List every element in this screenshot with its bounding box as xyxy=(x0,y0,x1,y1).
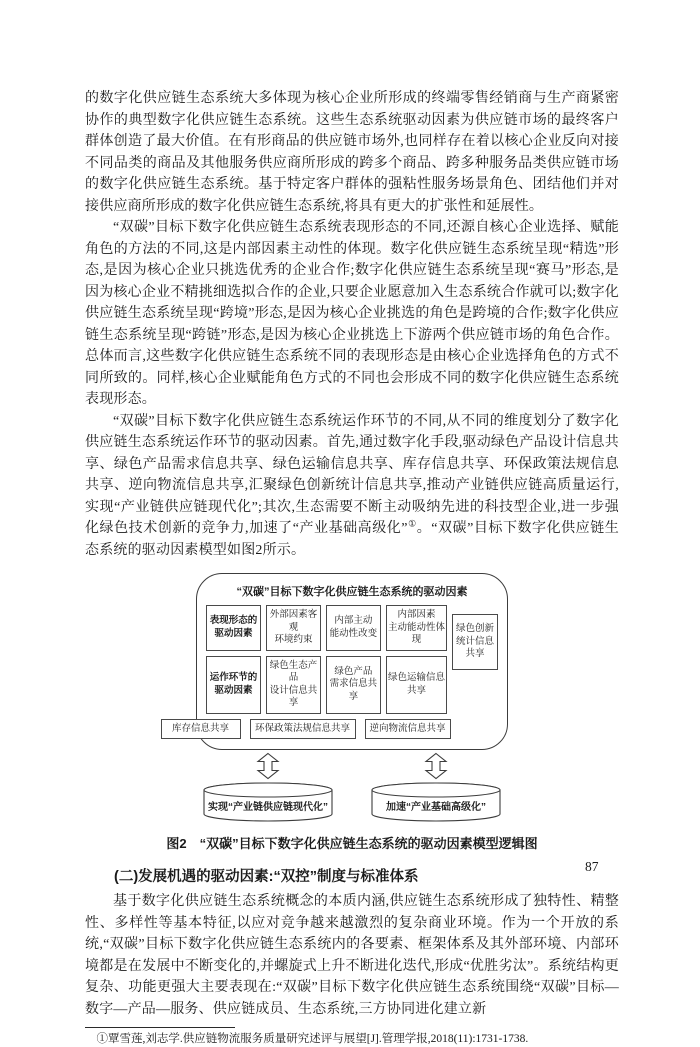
figure-row-2 xyxy=(206,656,447,714)
figure-grid xyxy=(171,605,498,739)
paragraph-4: 基于数字化供应链生态系统概念的本质内涵,供应链生态系统形成了独特性、精整性、多样性等基本特征,以应对竞争越来越激烈的复杂商业环境。作为一个开放的系统,“双碳”目标下数字化供应链生态系统内的各要素、框架体系及其外部环境、内部环境都是在发展中不断变化的,并螺旋式上升不断进化迭代,形成“优胜劣汰”。系统结构更复杂、功能更强大主要表现在:“双碳”目标下数字化供应链生态系统围绕“双碳”目标—数字—产品—服务、供应链成员、生态系统,三方协同进化建立新 xyxy=(85,894,619,1017)
box-line: 统计信息 xyxy=(455,635,494,647)
box-form-driving-factors xyxy=(206,605,261,651)
paragraph-1: 的数字化供应链生态系统大多体现为核心企业所形成的终端零售经销商与生产商紧密协作的典型数字化供应链生态系统。这些生态系统驱动因素为供应链市场的最终客户群体创造了最大价值。在有形商品的供应链市场外,也同样存在着以核心企业反向对接不同品类的商品及其他服务供应商所形成的跨多个商品、跨多种服务品类供应链市场的数字化供应链生态系统。基于特定客户群体的强粘性服务场景角色、团结他们并对接供应商所形成的数字化供应链生态系统,将具有更大的扩张性和延展性。 xyxy=(85,91,619,214)
paragraph-2: “双碳”目标下数字化供应链生态系统表现形态的不同,还源自核心企业选择、赋能角色的方法的不同,这是内部因素主动性的体现。数字化供应链生态系统呈现“精选”形态,是因为核心企业只挑选优秀的企业合作;数字化供应链生态系统呈现“赛马”形态,是因为核心企业不精挑细选拟合作的企业,只要企业愿意加入生态系统合作就可以;数字化供应链生态系统呈现“跨境”形态,是因为核心企业挑选的角色是跨境的合作;数字化供应链生态系统呈现“跨链”形态,是因为核心企业挑选上下游两个供应链市场的角色合作。总体而言,这些数字化供应链生态系统不同的表现形态是由核心企业选择角色的方式不同所致的。同样,核心企业赋能角色方式的不同也会形成不同的数字化供应链生态系统表现形态。 xyxy=(85,220,619,407)
box-line: 绿色创新 xyxy=(455,623,494,635)
box-line: 内部主动 xyxy=(334,615,373,627)
box-line: 能动性改变 xyxy=(329,627,378,639)
page-number: 87 xyxy=(585,859,599,874)
box-line: 设计信息共享 xyxy=(269,684,318,708)
figure-row-3 xyxy=(171,719,446,740)
box-line: 共享 xyxy=(465,648,485,660)
box-line: 主动能动性体现 xyxy=(387,621,445,645)
paragraph-3 xyxy=(85,411,619,562)
figure-rounded-frame xyxy=(171,573,508,750)
figure-grid-main xyxy=(171,605,447,739)
figure-left-branch xyxy=(201,752,335,823)
double-arrow-icon xyxy=(424,752,448,780)
box-environmental-policy-info: 环保政策法规信息共享 xyxy=(250,719,356,740)
box-line: 绿色产品 xyxy=(334,665,373,677)
paragraph-3-text-a: “双碳”目标下数字化供应链生态系统运作环节的不同,从不同的维度划分了数字化供应链生态系统运作环节的驱动因素。首先,通过数字化手段,驱动绿色产品设计信息共享、绿色产品需求信息共享、绿色运输信息共享、库存信息共享、环保政策法规信息共享、逆向物流信息共享,汇聚绿色创新统计信息共享,推动产业链供应链高质量运行,实现“产业链供应链现代化”;其次,生态需要不断主动吸纳先进的科技型企业,进一步强化绿色技术创新的竞争力,加速了“产业基础高级化” xyxy=(85,413,619,536)
database-cylinder-left xyxy=(201,781,335,823)
box-inventory-info: 库存信息共享 xyxy=(161,719,241,740)
footnote-ref-marker: ① xyxy=(407,518,417,529)
figure-caption: 图2 “双碳”目标下数字化供应链生态系统的驱动因素模型逻辑图 xyxy=(166,836,538,851)
box-operation-driving-factors xyxy=(206,656,261,714)
box-green-product-design-info xyxy=(266,656,321,714)
footnote-text: ①覃雪莲,刘志学.供应链物流服务质量研究述评与展望[J].管理学报,2018(11):1731-1738. xyxy=(96,1033,529,1045)
figure-2-diagram xyxy=(171,573,508,823)
box-line: 驱动因素 xyxy=(214,627,253,639)
footnote-divider xyxy=(85,1027,235,1028)
figure-2 xyxy=(85,573,619,852)
box-green-product-demand-info xyxy=(326,656,381,714)
box-line: 驱动因素 xyxy=(214,684,253,696)
box-line: 需求信息共享 xyxy=(329,678,378,702)
box-line: 环境约束 xyxy=(274,634,313,645)
footnote-area xyxy=(85,1027,619,1047)
figure-bottom-row xyxy=(196,752,508,823)
box-reverse-logistics-info: 逆向物流信息共享 xyxy=(365,719,451,740)
figure-right-branch xyxy=(369,752,503,823)
figure-row-1 xyxy=(206,605,447,651)
box-line: 表现形态的 xyxy=(209,615,258,627)
cylinder-left-label: 实现“产业链供应链现代化” xyxy=(208,802,328,813)
figure-diagram-title: “双碳”目标下数字化供应链生态系统的驱动因素 xyxy=(236,586,468,598)
box-green-transport-info: 绿色运输信息共享 xyxy=(386,656,447,714)
box-internal-initiative-change xyxy=(326,605,381,651)
section-heading: (二)发展机遇的驱动因素:“双控”制度与标准体系 xyxy=(114,869,419,885)
database-cylinder-right xyxy=(369,781,503,823)
box-line: 外部因素客观 xyxy=(269,609,318,633)
box-green-innovation-statistics xyxy=(452,614,498,670)
cylinder-right-label: 加速“产业基础高级化” xyxy=(386,802,486,813)
box-external-constraints xyxy=(266,605,321,651)
box-internal-initiative-embodiment xyxy=(386,605,447,651)
double-arrow-icon xyxy=(256,752,280,780)
paragraph-3-text-b: 。“双碳”目标下数字化供应链生态系统的驱动因素模型如图2所示。 xyxy=(85,521,619,558)
box-line: 运作环节的 xyxy=(209,672,258,683)
box-line: 内部因素 xyxy=(397,609,436,620)
page-content xyxy=(85,88,619,1047)
box-line: 绿色生态产品 xyxy=(269,659,318,683)
